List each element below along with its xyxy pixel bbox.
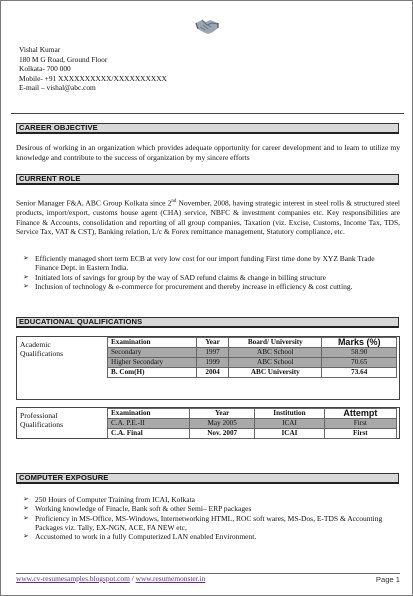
table-cell: First [324, 429, 396, 439]
list-item: ➢ Accustomed to work in a fully Computerized LAN enabled Environment. [23, 532, 257, 542]
section-heading-current-role: CURRENT ROLE [16, 174, 399, 185]
table-row [108, 368, 397, 378]
column-header: Attempt [324, 409, 396, 419]
table-row [108, 358, 397, 368]
table-cell: Higher Secondary [108, 358, 197, 368]
section-heading-education: EDUCATIONAL QUALIFICATIONS [16, 317, 399, 328]
contact-block [19, 45, 319, 93]
section-heading-career-objective: CAREER OBJECTIVE [16, 123, 399, 134]
arrow-bullet-icon: ➢ [23, 513, 29, 522]
table-header-row [108, 338, 397, 348]
table-cell: 1999 [196, 358, 228, 368]
table-row [108, 419, 397, 429]
table-cell: ABC School [229, 358, 322, 368]
table-cell: First [324, 419, 396, 429]
column-header: Marks (%) [322, 338, 397, 348]
list-item: ➢ Initiated lots of savings for group by the way of SAD refund claims & change in billing structure [23, 272, 326, 282]
table-cell: 1997 [196, 348, 228, 358]
footer-link-cv-resumesamples[interactable]: www.cv-resumesamples.blogspot.com [16, 574, 130, 583]
current-role-text: Senior Manager F&A, ABC Group Kolkata since 2nd November, 2008, having strategic interest in steel rolls & structured steel products, import/export, customs house agent (CHA) service, NBFC & investment companies etc. Key responsibilities are Finance & Accounts, consolidation and reporting of all group companies, Taxation (viz. Excise, Customs, Income Tax, TDS, Service Tax, VAT & CST), Banking relation, L/c & Forex remittance management, Statutory compliance, etc. [16, 198, 400, 236]
arrow-bullet-icon: ➢ [23, 504, 29, 513]
academic-table [107, 337, 397, 378]
table-cell: C.A. P.E.-II [108, 419, 190, 429]
table-cell: 58.90 [322, 348, 397, 358]
list-item: ➢ Proficiency in MS-Office, MS-Windows, Internetworking HTML, ROC soft wares, MS-Dos, E-TDS & Accounting Packages viz. Tally, EX-NGN, ACE, FA NEW etc, [23, 513, 383, 532]
list-item: ➢ Inclusion of technology & e-commerce for procurement and thereby increase in efficiency & cost cutting. [23, 281, 353, 291]
current-role-achievements [23, 254, 399, 291]
address-line-1: 180 M G Road, Ground Floor [19, 54, 108, 64]
table-cell: B. Com(H) [108, 368, 197, 378]
list-item: ➢ Efficiently managed short term ECB at very low cost for our import funding First time done by XYZ Bank Trade Finance Dept. in Eastern India. [23, 254, 375, 273]
table-cell: Secondary [108, 348, 197, 358]
table-cell: 73.64 [322, 368, 397, 378]
arrow-bullet-icon: ➢ [23, 495, 29, 503]
arrow-bullet-icon: ➢ [23, 281, 29, 290]
candidate-name: Vishal Kumar [19, 45, 61, 54]
arrow-bullet-icon: ➢ [23, 272, 29, 281]
handshake-icon [194, 13, 220, 39]
professional-table [107, 408, 397, 439]
column-header: Year [196, 338, 228, 348]
academic-label: Academic Qualifications [20, 340, 64, 358]
address-line-2: Kolkata- 700 000 [19, 64, 71, 74]
table-row [108, 348, 397, 358]
mobile-number: Mobile- +91 XXXXXXXXXX/XXXXXXXXXX [19, 73, 167, 83]
table-cell: 70.65 [322, 358, 397, 368]
table-cell: 2004 [196, 368, 228, 378]
column-header: Institution [255, 409, 324, 419]
table-cell: May 2005 [190, 419, 255, 429]
column-header: Year [190, 409, 255, 419]
table-header-row [108, 409, 397, 419]
table-cell: C.A. Final [108, 429, 190, 439]
table-cell: ABC University [229, 368, 322, 378]
header-divider [11, 113, 404, 114]
page-number: Page 1 [375, 575, 400, 584]
footer-separator: / [129, 574, 136, 583]
footer-link-resumemonster[interactable]: www.resumemonster.in [135, 574, 206, 583]
career-objective-text: Desirous of working in an organization which provides adequate opportunity for career development and to learn to utilize my knowledge and contribute to the success of organization by my sincere efforts [16, 143, 400, 162]
list-item: ➢ Working knowledge of Finacle, Bank soft & other Semi– ERP packages [23, 504, 252, 514]
table-cell: Nov. 2007 [190, 429, 255, 439]
professional-label: Professional Qualifications [20, 411, 64, 429]
professional-qualifications-box [16, 407, 400, 439]
email-address: E-mail – vishal@abc.com [19, 83, 96, 93]
table-cell: ABC School [229, 348, 322, 358]
table-cell: ICAI [255, 429, 324, 439]
page-footer [16, 573, 400, 585]
section-heading-computer-exposure: COMPUTER EXPOSURE [16, 473, 399, 484]
table-row [108, 429, 397, 439]
table-cell: ICAI [255, 419, 324, 429]
list-item: ➢ 250 Hours of Computer Training from ICAI, Kolkata [23, 495, 195, 504]
arrow-bullet-icon: ➢ [23, 532, 29, 541]
computer-exposure-list [23, 495, 399, 541]
column-header: Examination [108, 338, 197, 348]
academic-qualifications-box [16, 336, 400, 400]
arrow-bullet-icon: ➢ [23, 254, 29, 262]
column-header: Examination [108, 409, 190, 419]
column-header: Board/ University [229, 338, 322, 348]
